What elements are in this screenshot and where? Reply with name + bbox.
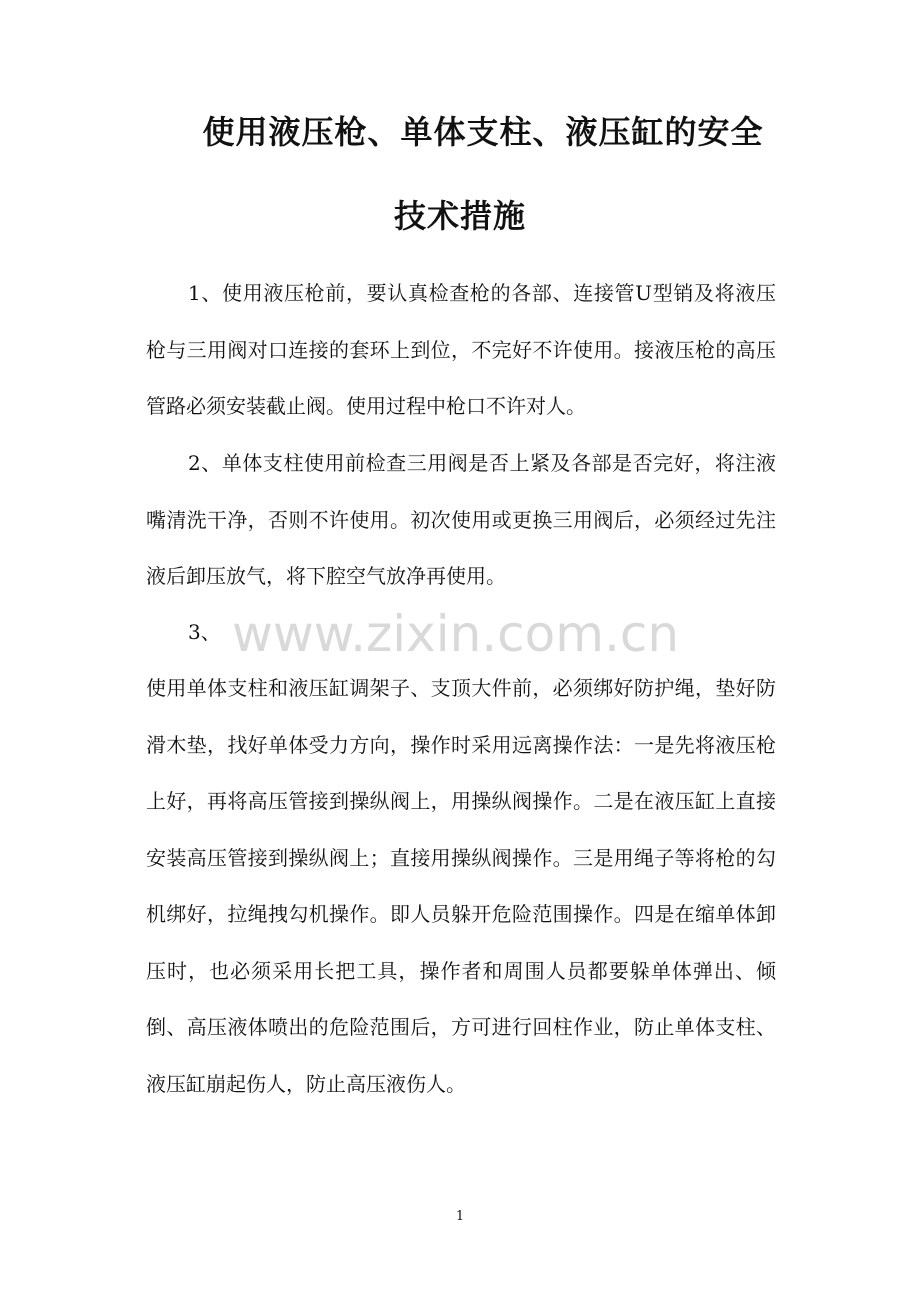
paragraph-3: 使用单体支柱和液压缸调架子、支顶大件前，必须绑好防护绳，垫好防滑木垫，找好单体受力方向，操作时采用远离操作法：一是先将液压枪上好，再将高压管接到操纵阀上，用操纵阀操作。二是在液压缸上直接安装高压管接到操纵阀上；直接用操纵阀操作。三是用绳子等将枪的勾机绑好，拉绳拽勾机操作。即人员躲开危险范围操作。四是在缩单体卸压时，也必须采用长把工具，操作者和周围人员都要躲单体弹出、倾倒、高压液体喷出的危险范围后，方可进行回柱作业，防止单体支柱、液压缸崩起伤人，防止高压液伤人。 (146, 676, 776, 1096)
document-title-line-2: 技术措施 (393, 197, 526, 235)
paragraph-1: 1、使用液压枪前，要认真检查枪的各部、连接管U型销及将液压枪与三用阀对口连接的套环上到位，不完好不许使用。接液压枪的高压管路必须安装截止阀。使用过程中枪口不许对人。 (146, 281, 776, 418)
page-number: 1 (455, 1209, 465, 1224)
paragraph-2: 2、单体支柱使用前检查三用阀是否上紧及各部是否完好，将注液嘴清洗干净，否则不许使用。初次使用或更换三用阀后，必须经过先注液后卸压放气，将下腔空气放净再使用。 (146, 451, 776, 588)
watermark: www.zixin.com.cn (232, 605, 680, 663)
document-title-line-1: 使用液压枪、单体支柱、液压缸的安全 (202, 113, 764, 151)
paragraph-3-number: 3、 (188, 620, 221, 644)
